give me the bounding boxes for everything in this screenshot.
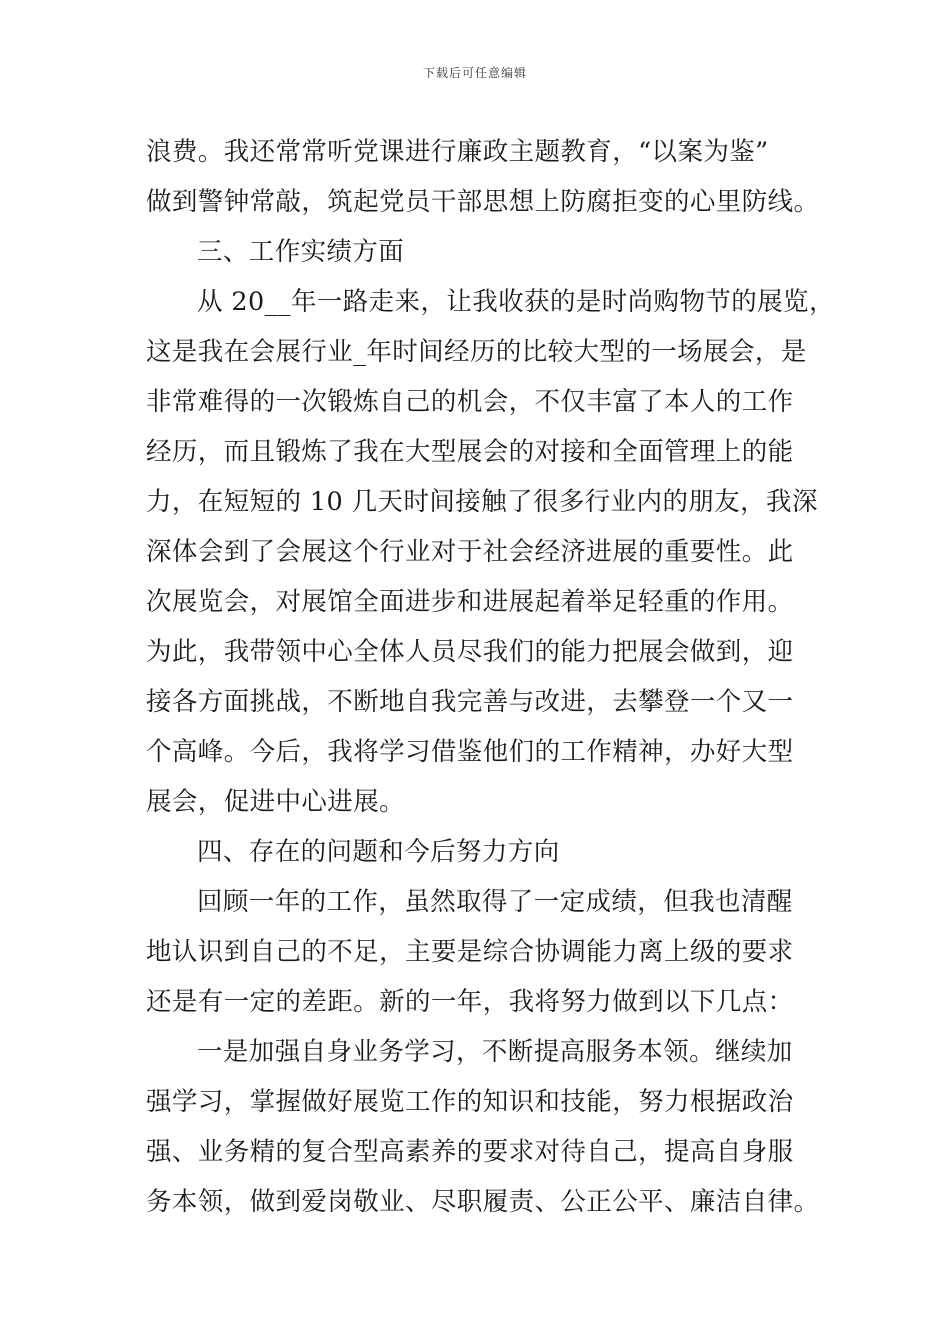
text-line: 做到警钟常敲，筑起党员干部思想上防腐拒变的心里防线。 — [146, 187, 820, 217]
text-line: 浪费。我还常常听党课进行廉政主题教育，“以案为鉴” — [146, 137, 769, 167]
text-line: 回顾一年的工作，虽然取得了一定成绩，但我也清醒 — [197, 887, 793, 917]
text-line: 还是有一定的差距。新的一年，我将努力做到以下几点： — [146, 987, 794, 1017]
text-line: 务本领，做到爱岗敬业、尽职履责、公正公平、廉洁自律。 — [146, 1187, 820, 1217]
text-line: 接各方面挑战，不断地自我完善与改进，去攀登一个又一 — [146, 687, 794, 717]
text-line: 次展览会，对展馆全面进步和进展起着举足轻重的作用。 — [146, 587, 794, 617]
text-line: 展会，促进中心进展。 — [146, 787, 406, 817]
text-line: 经历，而且锻炼了我在大型展会的对接和全面管理上的能 — [146, 437, 794, 467]
text-line: 力，在短短的 10 几天时间接触了很多行业内的朋友，我深 — [146, 487, 818, 517]
document-body — [146, 127, 835, 1227]
text-line: 深体会到了会展这个行业对于社会经济进展的重要性。此 — [146, 537, 794, 567]
header-note: 下载后可任意编辑 — [422, 66, 527, 80]
text-line: 一是加强自身业务学习，不断提高服务本领。继续加 — [197, 1037, 793, 1067]
text-line: 非常难得的一次锻炼自己的机会，不仅丰富了本人的工作 — [146, 387, 794, 417]
section-heading: 四、存在的问题和今后努力方向 — [197, 837, 560, 867]
text-line: 强、业务精的复合型高素养的要求对待自己，提高自身服 — [146, 1137, 794, 1167]
text-line: 强学习，掌握做好展览工作的知识和技能，努力根据政治 — [146, 1087, 794, 1117]
text-line: 这是我在会展行业_年时间经历的比较大型的一场展会，是 — [146, 337, 807, 367]
text-line: 从 20__年一路走来，让我收获的是时尚购物节的展览， — [197, 287, 835, 317]
text-line: 个高峰。今后，我将学习借鉴他们的工作精神，办好大型 — [146, 737, 794, 767]
text-line: 地认识到自己的不足，主要是综合协调能力离上级的要求 — [146, 937, 794, 967]
section-heading: 三、工作实绩方面 — [197, 237, 405, 267]
text-line: 为此，我带领中心全体人员尽我们的能力把展会做到，迎 — [146, 637, 794, 667]
